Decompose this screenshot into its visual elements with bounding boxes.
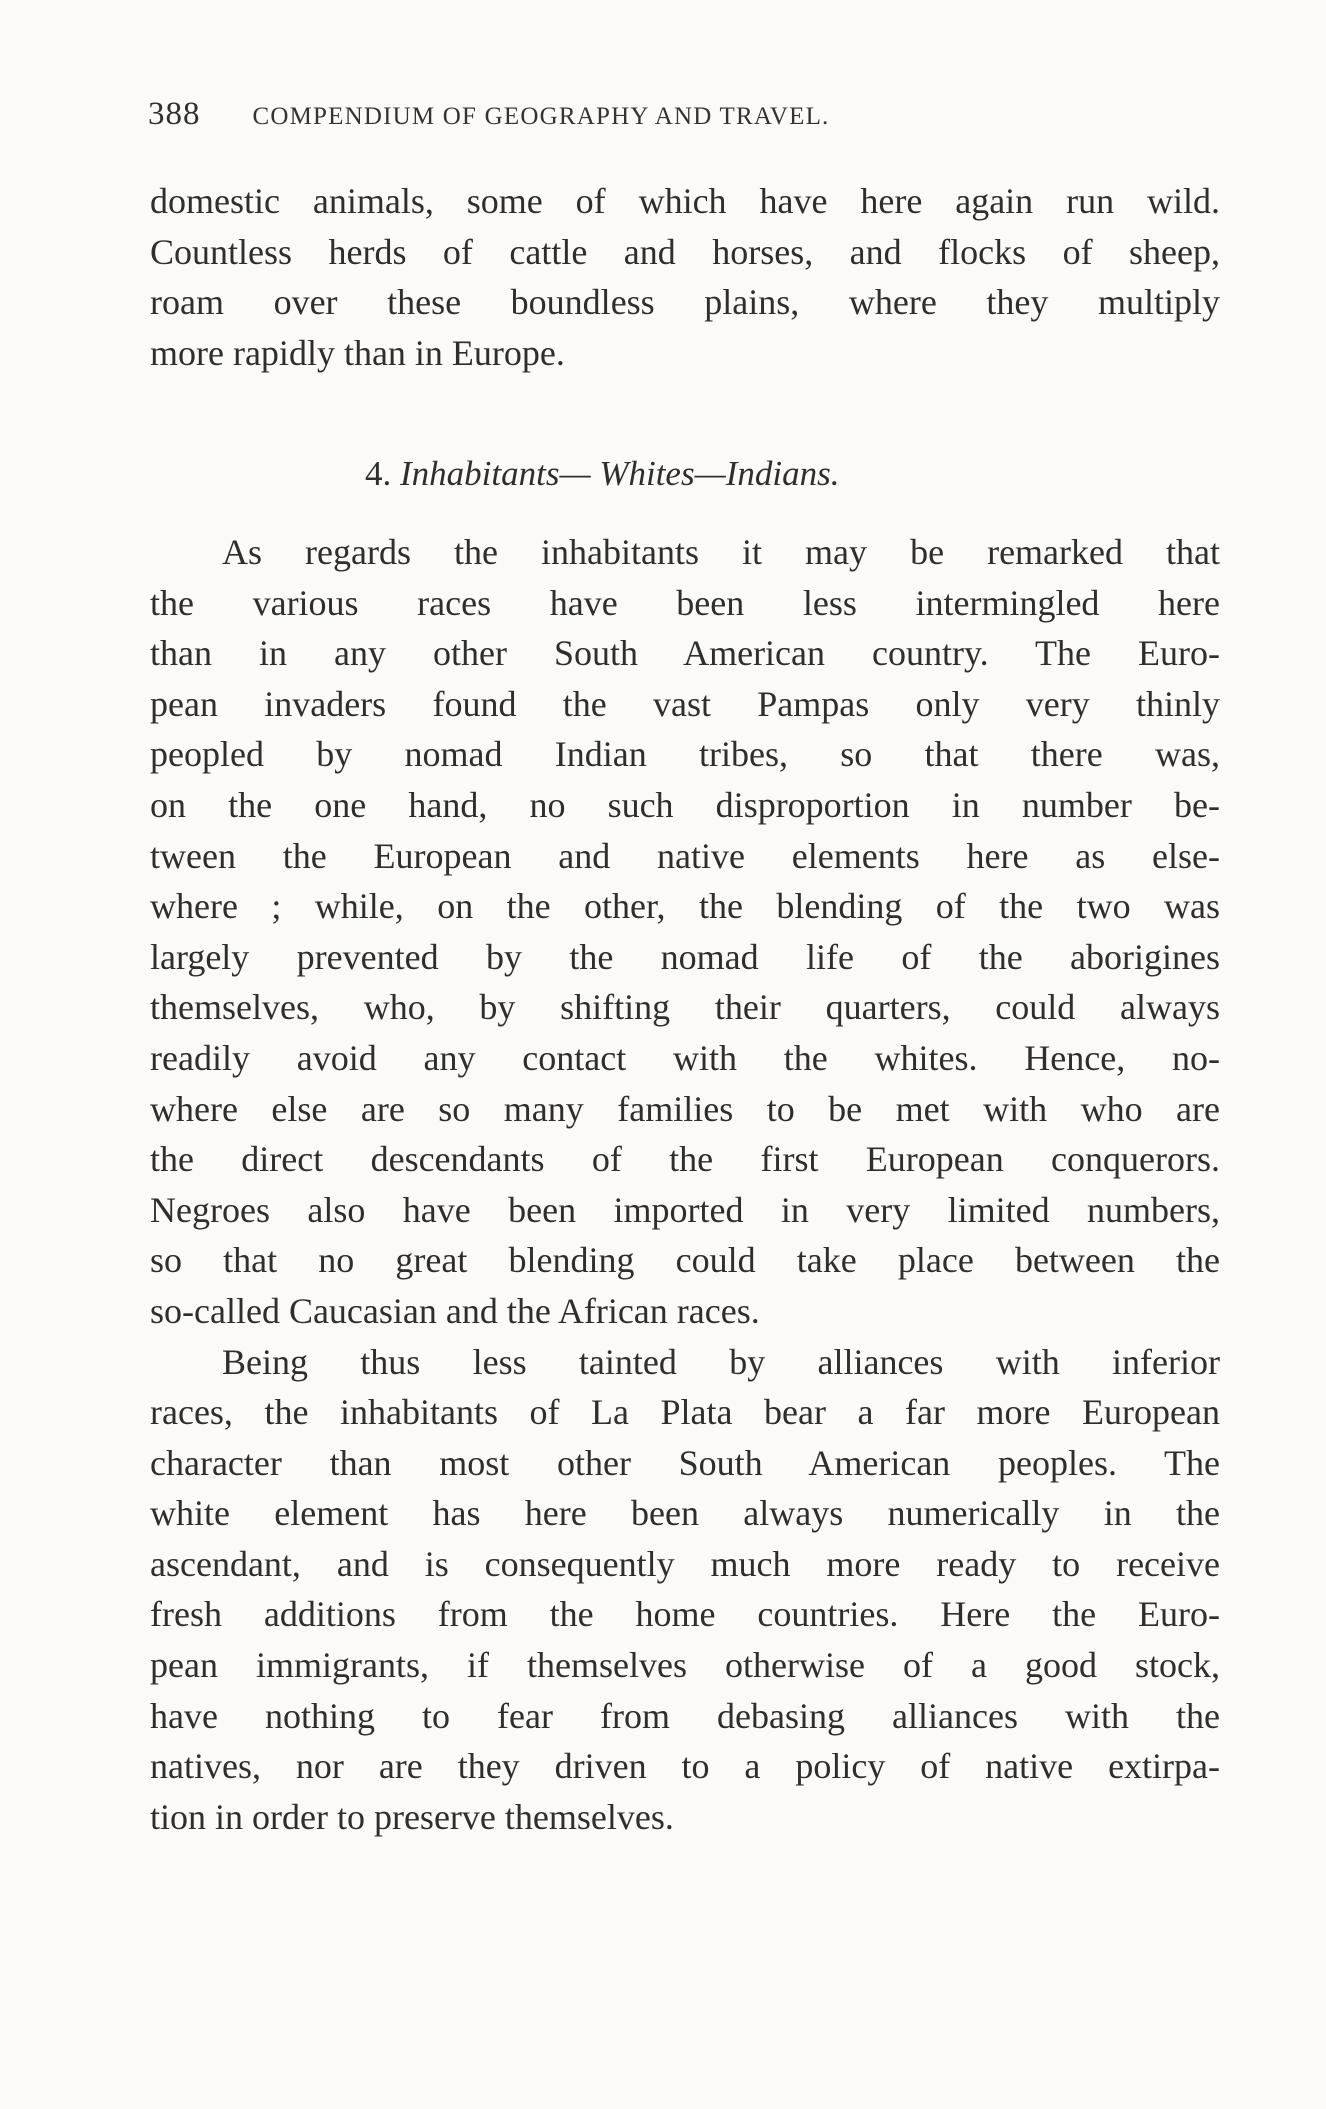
text-line: ascendant, and is consequently much more ready to receive (150, 1543, 1220, 1584)
section-title: Inhabitants— Whites—Indians. (400, 454, 840, 493)
text-line: roam over these boundless plains, where they multiply (150, 282, 1220, 323)
text-line: natives, nor are they driven to a policy of native extirpa- (150, 1746, 1220, 1787)
text-line: tion in order to preserve themselves. (150, 1796, 674, 1837)
text-line: on the one hand, no such disproportion in number be- (150, 784, 1220, 825)
paragraph-being-thus (150, 1337, 1220, 1843)
section-heading (365, 454, 839, 494)
text-line: the direct descendants of the first European conquerors. (150, 1139, 1220, 1180)
text-line: peopled by nomad Indian tribes, so that there was, (150, 734, 1220, 775)
text-line: fresh additions from the home countries. Here the Euro- (150, 1594, 1220, 1635)
text-line: more rapidly than in Europe. (150, 332, 565, 373)
page-header (148, 96, 1188, 136)
text-line: where ; while, on the other, the blending of the two was (150, 886, 1220, 927)
text-line: themselves, who, by shifting their quarters, could always (150, 987, 1220, 1028)
text-line: pean immigrants, if themselves otherwise of a good stock, (150, 1645, 1220, 1686)
text-line: where else are so many families to be met with who are (150, 1088, 1220, 1129)
text-line: white element has here been always numerically in the (150, 1493, 1220, 1534)
text-line: Countless herds of cattle and horses, and flocks of sheep, (150, 231, 1220, 272)
text-line: tween the European and native elements here as else- (150, 835, 1220, 876)
paragraph-inhabitants (150, 527, 1220, 1337)
text-line: character than most other South American peoples. The (150, 1442, 1220, 1483)
text-line: Negroes also have been imported in very limited numbers, (150, 1189, 1220, 1230)
text-line: have nothing to fear from debasing alliances with the (150, 1695, 1220, 1736)
body-text (150, 527, 1220, 1842)
page-number: 388 (148, 96, 201, 132)
text-line: pean invaders found the vast Pampas only very thinly (150, 683, 1220, 724)
text-line: so that no great blending could take place between the (150, 1240, 1220, 1281)
text-line: largely prevented by the nomad life of the aborigines (150, 936, 1220, 977)
text-line: the various races have been less intermingled here (150, 582, 1220, 623)
text-line: races, the inhabitants of La Plata bear a far more European (150, 1392, 1220, 1433)
running-title: COMPENDIUM OF GEOGRAPHY AND TRAVEL. (252, 103, 830, 130)
text-line: so-called Caucasian and the African races. (150, 1290, 760, 1331)
text-line: readily avoid any contact with the whites. Hence, no- (150, 1037, 1220, 1078)
text-line: As regards the inhabitants it may be remarked that (222, 532, 1220, 572)
text-line: domestic animals, some of which have here again run wild. (150, 181, 1220, 221)
text-line: than in any other South American country. The Euro- (150, 633, 1220, 674)
paragraph-domestic-animals (150, 176, 1220, 378)
section-number: 4. (365, 454, 392, 493)
text-line: Being thus less tainted by alliances with inferior (222, 1341, 1220, 1382)
